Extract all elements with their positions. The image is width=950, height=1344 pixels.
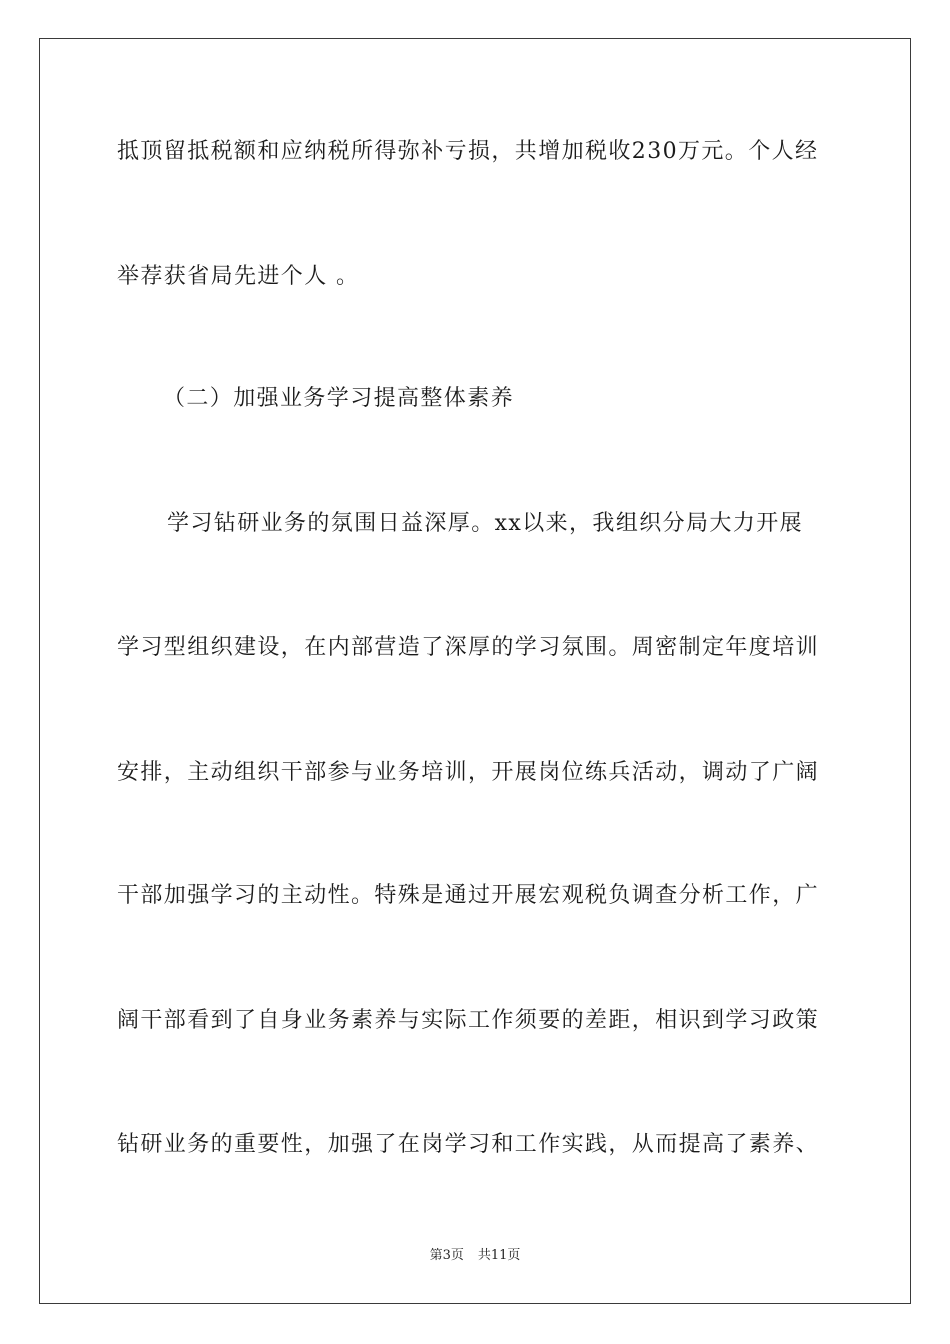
paragraph-first-line: 学习钻研业务的氛围日益深厚。xx以来，我组织分局大力开展 — [167, 511, 804, 536]
body-line: 阔干部看到了自身业务素养与实际工作须要的差距，相识到学习政策 — [117, 1008, 820, 1033]
page-number: 第3页 — [429, 1248, 464, 1263]
page-total: 共11页 — [477, 1248, 521, 1263]
page-border — [39, 38, 911, 1304]
body-line: 抵顶留抵税额和应纳税所得弥补亏损，共增加税收230万元。个人经 — [117, 139, 819, 164]
body-line: 学习型组织建设，在内部营造了深厚的学习氛围。周密制定年度培训 — [117, 635, 820, 660]
body-line: 安排，主动组织干部参与业务培训，开展岗位练兵活动，调动了广阔 — [117, 760, 820, 785]
section-heading: （二）加强业务学习提高整体素养 — [163, 386, 515, 411]
body-line: 干部加强学习的主动性。特殊是通过开展宏观税负调查分析工作，广 — [117, 883, 820, 908]
page-footer — [0, 1247, 950, 1265]
body-line: 举荐获省局先进个人 。 — [117, 264, 360, 289]
body-line: 钻研业务的重要性，加强了在岗学习和工作实践，从而提高了素养、 — [117, 1132, 820, 1157]
